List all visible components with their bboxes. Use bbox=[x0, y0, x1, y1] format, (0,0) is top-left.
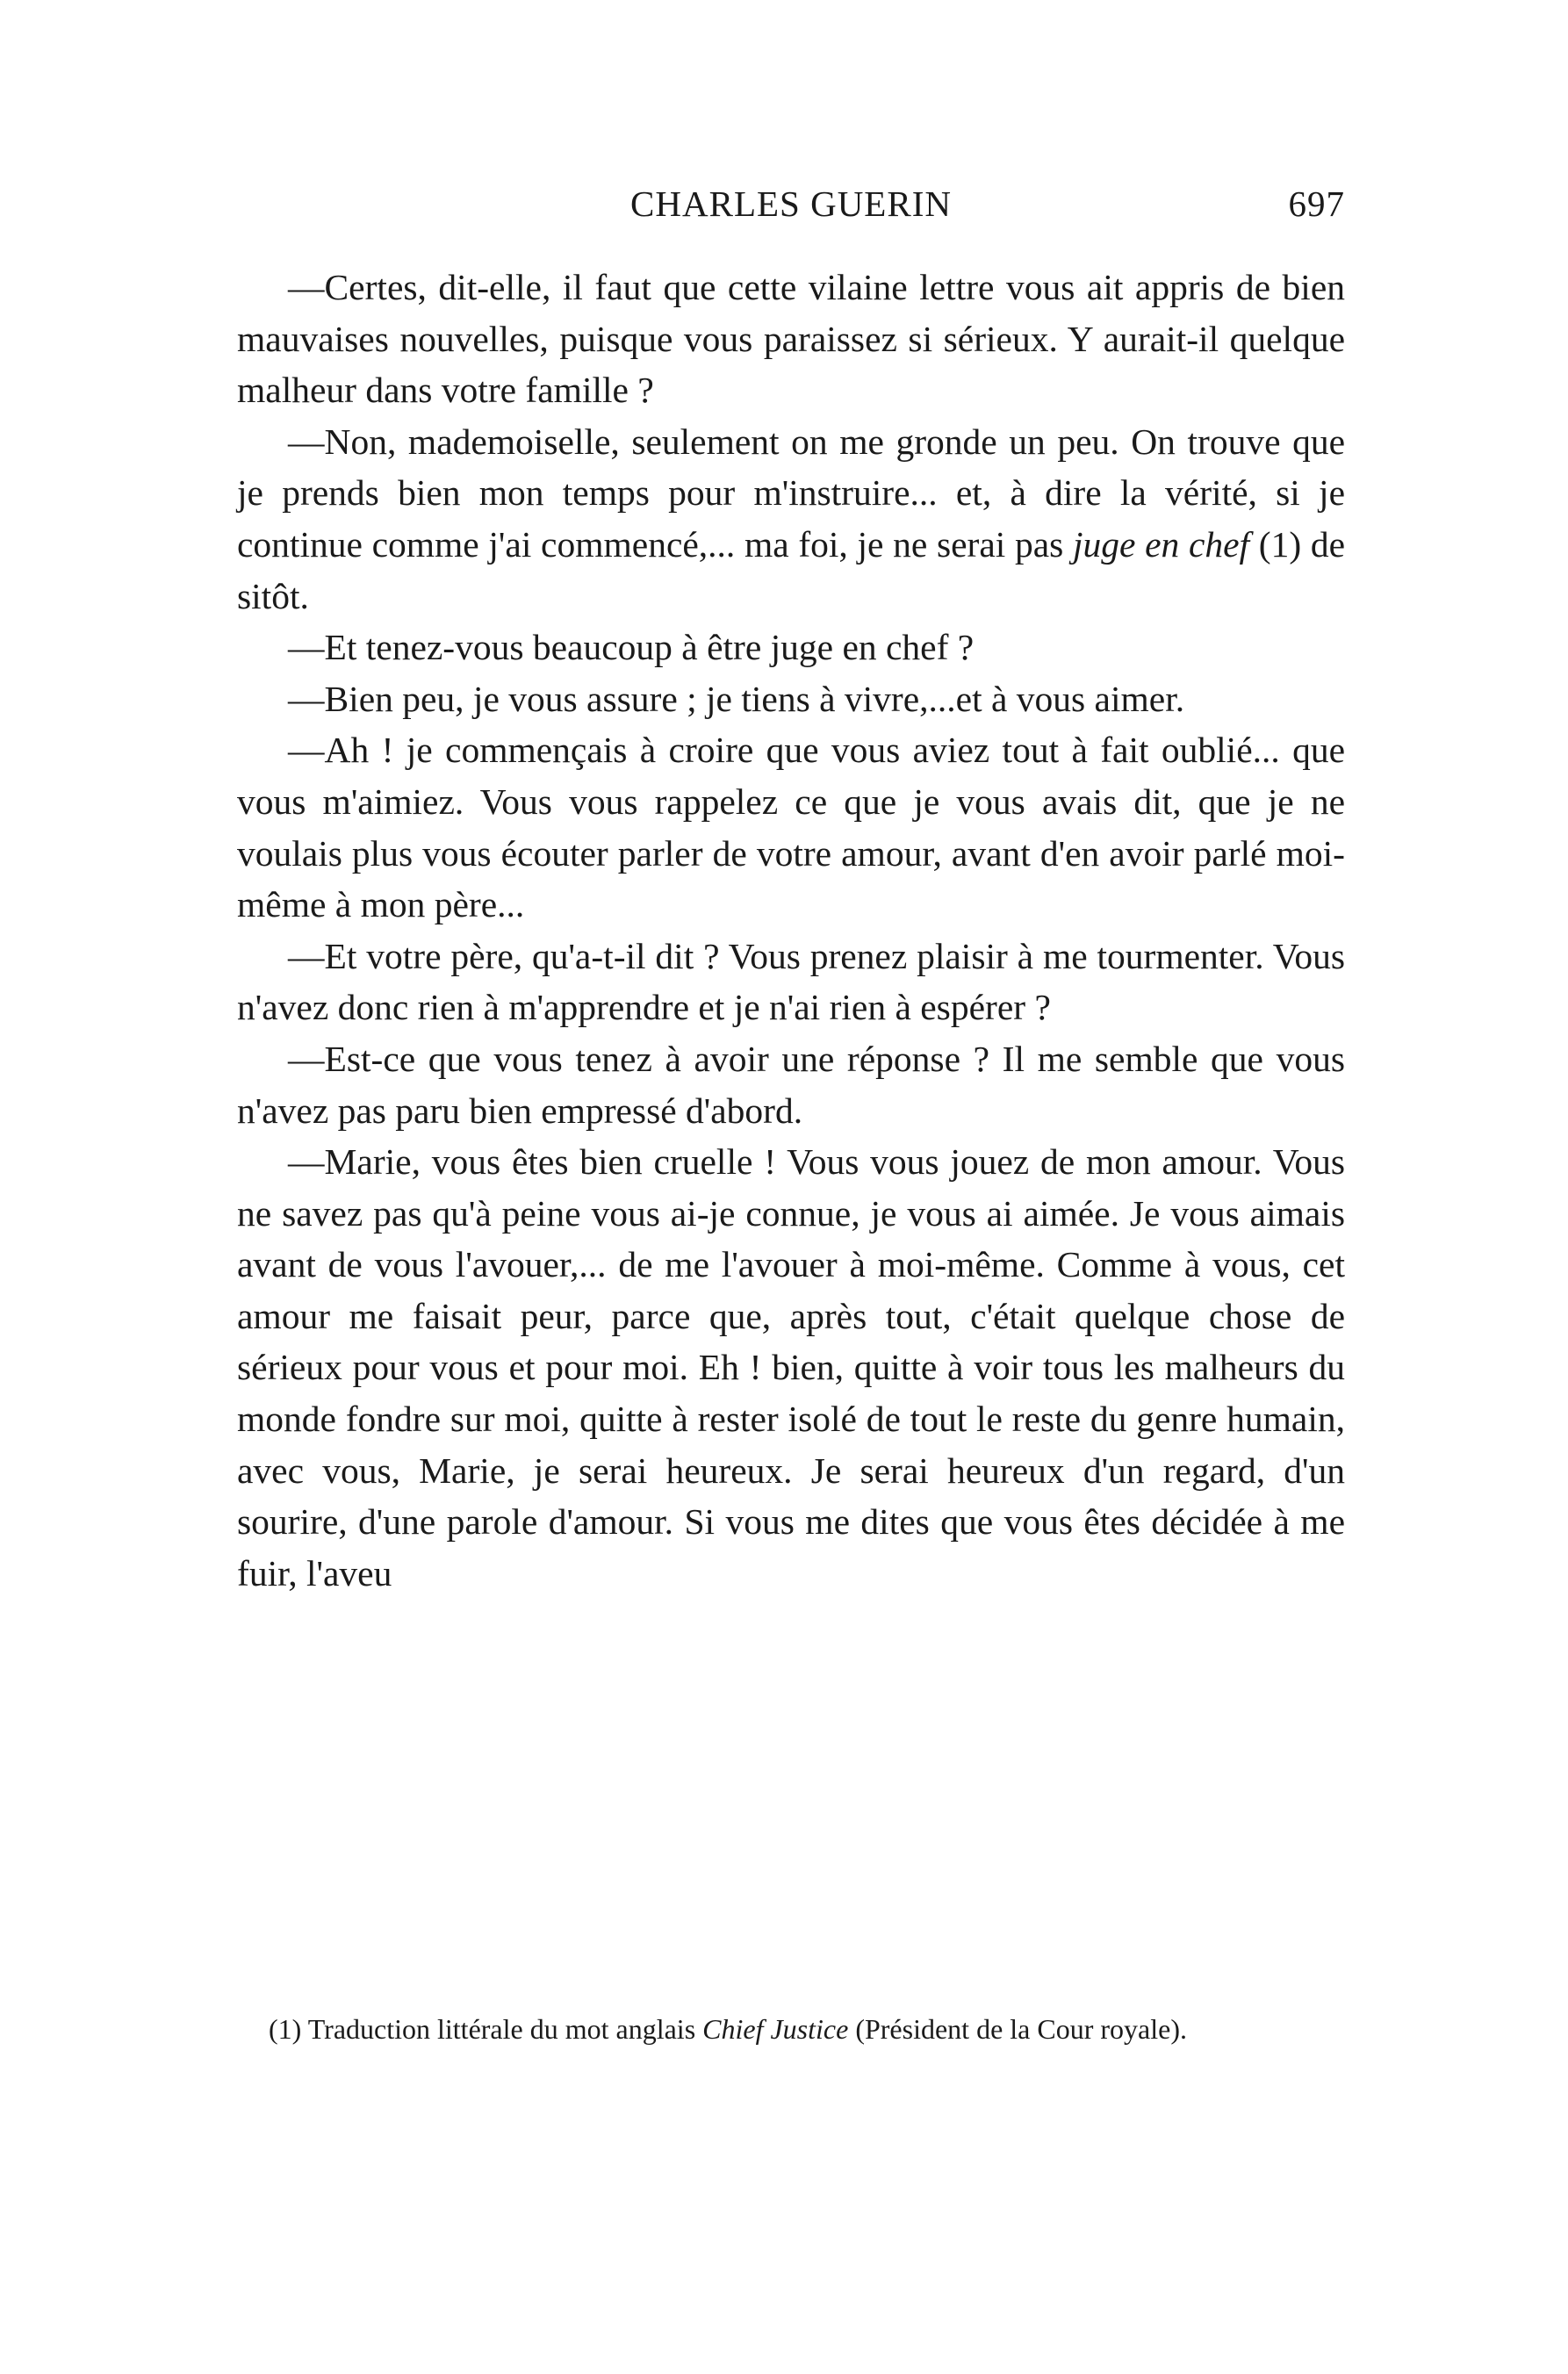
paragraph-text: —Et votre père, qu'a-t-il dit ? Vous prenez plaisir à me tourmenter. Vous n'avez donc rien à m'apprendre et je n'ai rien à espérer ? bbox=[237, 935, 1345, 1028]
paragraph-1 bbox=[237, 262, 1345, 416]
paragraph-text: —Non, mademoiselle, seulement on me gronde un peu. On trouve que je prends bien mon temps pour m'instruire... et, à dire la vérité, si je continue comme j'ai commencé,... ma foi, je ne serai pas bbox=[237, 421, 1345, 565]
paragraph-text: —Et tenez-vous beaucoup à être juge en chef ? bbox=[288, 627, 975, 668]
running-title: CHARLES GUERIN bbox=[630, 183, 952, 224]
footnote-italic: Chief Justice bbox=[702, 2013, 849, 2045]
footnote-text: Traduction littérale du mot anglais bbox=[301, 2013, 703, 2045]
paragraph-5 bbox=[237, 724, 1345, 930]
paragraph-text: —Marie, vous êtes bien cruelle ! Vous vous jouez de mon amour. Vous ne savez pas qu'à peine vous ai-je connue, je vous ai aimée. Je vous aimais avant de vous l'avouer,... de me l'avouer à moi-même. Comme à vous, cet amour me faisait peur, parce que, après tout, c'était quelque chose de sérieux pour vous et pour moi. Eh ! bien, quitte à voir tous les malheurs du monde fondre sur moi, quitte à rester isolé de tout le reste du genre humain, avec vous, Marie, je serai heureux. Je serai heureux d'un regard, d'un sourire, d'une parole d'amour. Si vous me dites que vous êtes décidée à me fuir, l'aveu bbox=[237, 1141, 1345, 1593]
italic-phrase: juge en chef bbox=[1072, 523, 1250, 565]
running-head bbox=[237, 183, 1345, 235]
paragraph-4 bbox=[237, 673, 1345, 725]
paragraph-text: —Est-ce que vous tenez à avoir une réponse ? Il me semble que vous n'avez pas paru bien empressé d'abord. bbox=[237, 1038, 1345, 1131]
paragraph-3 bbox=[237, 622, 1345, 673]
paragraph-2 bbox=[237, 416, 1345, 622]
footnote-marker: (1) bbox=[269, 2013, 302, 2045]
paragraph-8 bbox=[237, 1136, 1345, 1599]
paragraph-text: —Bien peu, je vous assure ; je tiens à vivre,...et à vous aimer. bbox=[288, 678, 1185, 719]
paragraph-6 bbox=[237, 931, 1345, 1033]
paragraph-7 bbox=[237, 1033, 1345, 1136]
paragraph-text: —Ah ! je commençais à croire que vous aviez tout à fait oublié... que vous m'aimiez. Vous vous rappelez ce que je vous avais dit, que je ne voulais plus vous écouter parler de votre amour, avant d'en avoir parlé moi-même à mon père... bbox=[237, 730, 1345, 925]
body-text bbox=[237, 262, 1345, 1599]
paragraph-tail: (1) de sitôt. bbox=[237, 523, 1345, 616]
footnote-text-after: (Président de la Cour royale). bbox=[848, 2013, 1187, 2045]
footnote bbox=[237, 2011, 1345, 2047]
page-number: 697 bbox=[1288, 183, 1345, 224]
paragraph-text: —Certes, dit-elle, il faut que cette vilaine lettre vous ait appris de bien mauvaises nouvelles, puisque vous paraissez si sérieux. Y aurait-il quelque malheur dans votre famille ? bbox=[237, 267, 1345, 411]
